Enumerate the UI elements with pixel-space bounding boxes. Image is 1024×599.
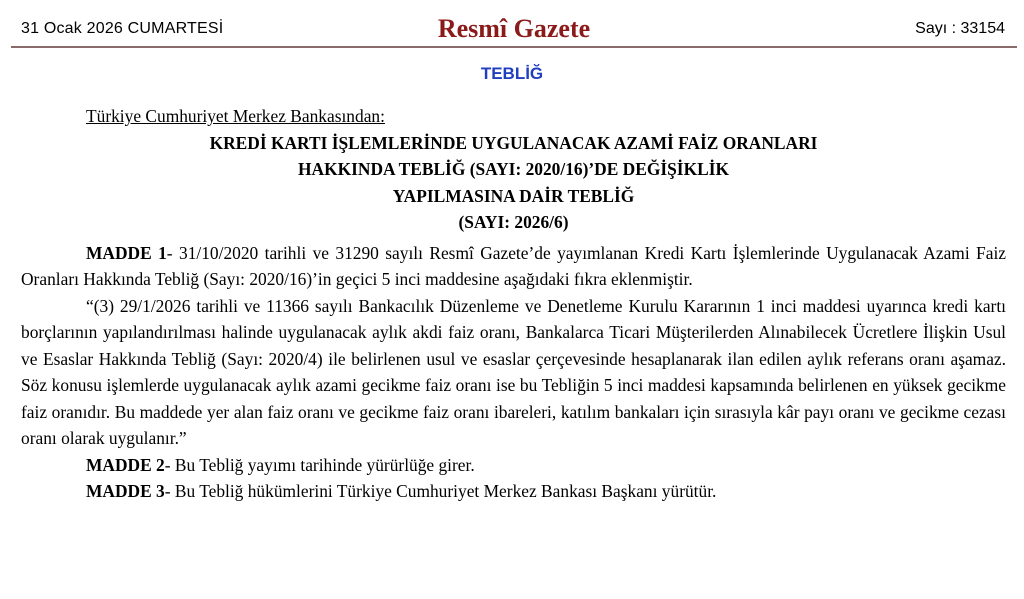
gazette-header: [11, 0, 1017, 48]
article-1: [21, 240, 1006, 293]
title-line: (SAYI: 2026/6): [458, 212, 569, 232]
article-label: MADDE 2: [86, 454, 165, 475]
issuer-line: Türkiye Cumhuriyet Merkez Bankasından:: [86, 106, 385, 126]
article-1-paragraph-3: [21, 293, 1006, 452]
document-body: [21, 103, 1006, 505]
article-text: “(3) 29/1/2026 tarihli ve 11366 sayılı Bankacılık Düzenleme ve Denetleme Kurulu Kararının 1 inci maddesi uyarınca kredi kartı borçlarının yapılandırılması halinde uygulanacak aylık akdi faiz oranı, Bankalarca Ticari Müşterilerden Alınabilecek Ücretlere İlişkin Usul ve Esaslar Hakkında Tebliğ (Sayı: 2020/4) ile belirlenen usul ve esaslar çerçevesinde hesaplanarak ilan edilen aylık referans oranı aşamaz. Söz konusu işlemlerde uygulanacak aylık azami gecikme faiz oranı ise bu Tebliğin 5 inci maddesi kapsamında belirlenen en yüksek gecikme faiz oranıdır. Bu maddede yer alan faiz oranı ve gecikme faiz oranı ibareleri, katılım bankaları için sırasıyla kâr payı oranı ve gecikme cezası oranı olarak uygulanır.”: [21, 295, 1006, 448]
article-text: - Bu Tebliğ hükümlerini Türkiye Cumhuriyet Merkez Bankası Başkanı yürütür.: [164, 481, 717, 501]
article-label: MADDE 1: [86, 242, 167, 263]
article-text: - Bu Tebliğ yayımı tarihinde yürürlüğe girer.: [164, 454, 475, 475]
document-title: [21, 130, 1006, 236]
article-3: [21, 478, 1006, 505]
article-label: MADDE 3: [86, 481, 165, 501]
title-line: KREDİ KARTI İŞLEMLERİNDE UYGULANACAK AZAMİ FAİZ ORANLARI: [209, 132, 818, 153]
title-line: YAPILMASINA DAİR TEBLİĞ: [392, 185, 635, 206]
gazette-title: Resmî Gazete: [437, 14, 591, 43]
issue-number: Sayı : 33154: [915, 20, 1005, 37]
article-text: - 31/10/2020 tarihli ve 31290 sayılı Resmî Gazete’de yayımlanan Kredi Kartı İşlemlerinde Uygulanacak Azami Faiz Oranları Hakkında Tebliğ (Sayı: 2020/16)’in geçici 5 inci maddesine aşağıdaki fıkra eklenmiştir.: [21, 242, 1006, 289]
section-label: TEBLİĞ: [480, 64, 544, 83]
publication-date: 31 Ocak 2026 CUMARTESİ: [21, 20, 224, 37]
article-2: [21, 452, 1006, 479]
title-line: HAKKINDA TEBLİĞ (SAYI: 2020/16)’DE DEĞİŞİKLİK: [298, 159, 729, 179]
